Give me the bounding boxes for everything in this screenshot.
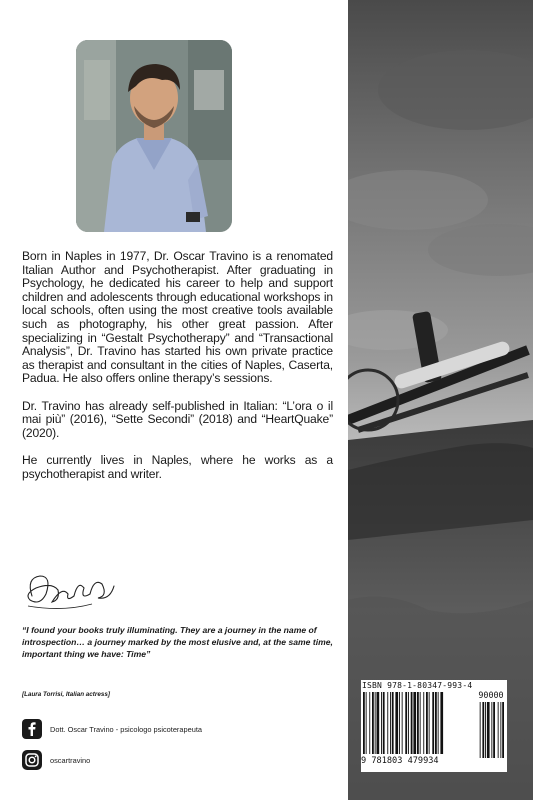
barcode-bar <box>429 692 430 754</box>
barcode-bar <box>377 692 380 754</box>
author-signature <box>22 566 122 614</box>
barcode-bar <box>417 692 419 754</box>
barcode-bar <box>432 692 434 754</box>
author-photo-illustration <box>76 40 232 232</box>
instagram-label: oscartravino <box>50 755 91 765</box>
barcode-bar <box>375 692 376 754</box>
barcode-addon-bar <box>487 702 490 758</box>
barcode-addon-bar <box>500 702 501 758</box>
barcode-bar <box>363 692 365 754</box>
barcode-digits: 9 781803 479934 <box>361 756 439 766</box>
facebook-icon <box>22 719 42 739</box>
bio-paragraph-3: He currently lives in Naples, where he works as a psychotherapist and writer. <box>22 452 333 481</box>
barcode-bar <box>366 692 367 754</box>
barcode-bars <box>361 692 507 760</box>
barcode-bar <box>435 692 437 754</box>
barcode-addon-bar <box>480 702 481 758</box>
barcode-bar <box>383 692 385 754</box>
barcode-addon-bar <box>491 702 492 758</box>
barcode-addon-bar <box>498 702 499 758</box>
barcode-bar <box>413 692 416 754</box>
testimonial-credit: [Laura Torrisi, Italian actress] <box>22 691 110 698</box>
testimonial-quote: “I found your books truly illuminating. They are a journey in the name of introspection… a journey marked by the most elusive and, at the same time, important thing we have: Time” <box>22 625 333 659</box>
facebook-label: Dott. Oscar Travino - psicologo psicoterapeuta <box>50 724 202 734</box>
instagram-row <box>22 750 90 770</box>
barcode-addon-bar <box>482 702 484 758</box>
bio-paragraph-1: Born in Naples in 1977, Dr. Oscar Travino is a renomated Italian Author and Psychotherapist. After graduating in Psychology, he dedicated his career to help and support children and adolescents through educational workshops in local schools, often using the most creative tools available such as photography, his other great passion. After specializing in “Gestalt Psychotherapy” and “Transactional Analysis”, Dr. Travino has started his own private practice as therapist and consultant in the cities of Naples, Caserta, Padua. He also offers online therapy’s sessions. <box>22 249 333 386</box>
barcode-bar <box>423 692 424 754</box>
facebook-row <box>22 719 202 739</box>
barcode-bar <box>399 692 400 754</box>
barcode-bar <box>372 692 374 754</box>
barcode-bar <box>438 692 439 754</box>
barcode-addon-bar <box>485 702 486 758</box>
isbn-barcode <box>361 680 507 772</box>
barcode-bar <box>408 692 409 754</box>
instagram-icon <box>22 750 42 770</box>
barcode-bar <box>369 692 370 754</box>
isbn-label: ISBN 978-1-80347-993-4 <box>362 681 473 690</box>
barcode-bar <box>387 692 388 754</box>
barcode-bar <box>392 692 394 754</box>
barcode-bar <box>402 692 403 754</box>
barcode-bar <box>440 692 443 754</box>
bio-paragraph-2: Dr. Travino has already self-published in Italian: “L’ora o il mai più” (2016), “Sette Secondi” (2018) and “HeartQuake” (2020). <box>22 398 333 440</box>
barcode-bar <box>411 692 413 754</box>
barcode-bar <box>395 692 398 754</box>
barcode-bar <box>426 692 428 754</box>
author-biography <box>22 250 333 495</box>
author-photo <box>76 40 232 232</box>
barcode-bar <box>420 692 421 754</box>
barcode-addon-bar <box>502 702 504 758</box>
barcode-addon-bar <box>493 702 495 758</box>
barcode-bar <box>405 692 407 754</box>
barcode-bar <box>390 692 391 754</box>
barcode-addon-digits: 90000 <box>478 690 504 700</box>
barcode-bar <box>381 692 382 754</box>
